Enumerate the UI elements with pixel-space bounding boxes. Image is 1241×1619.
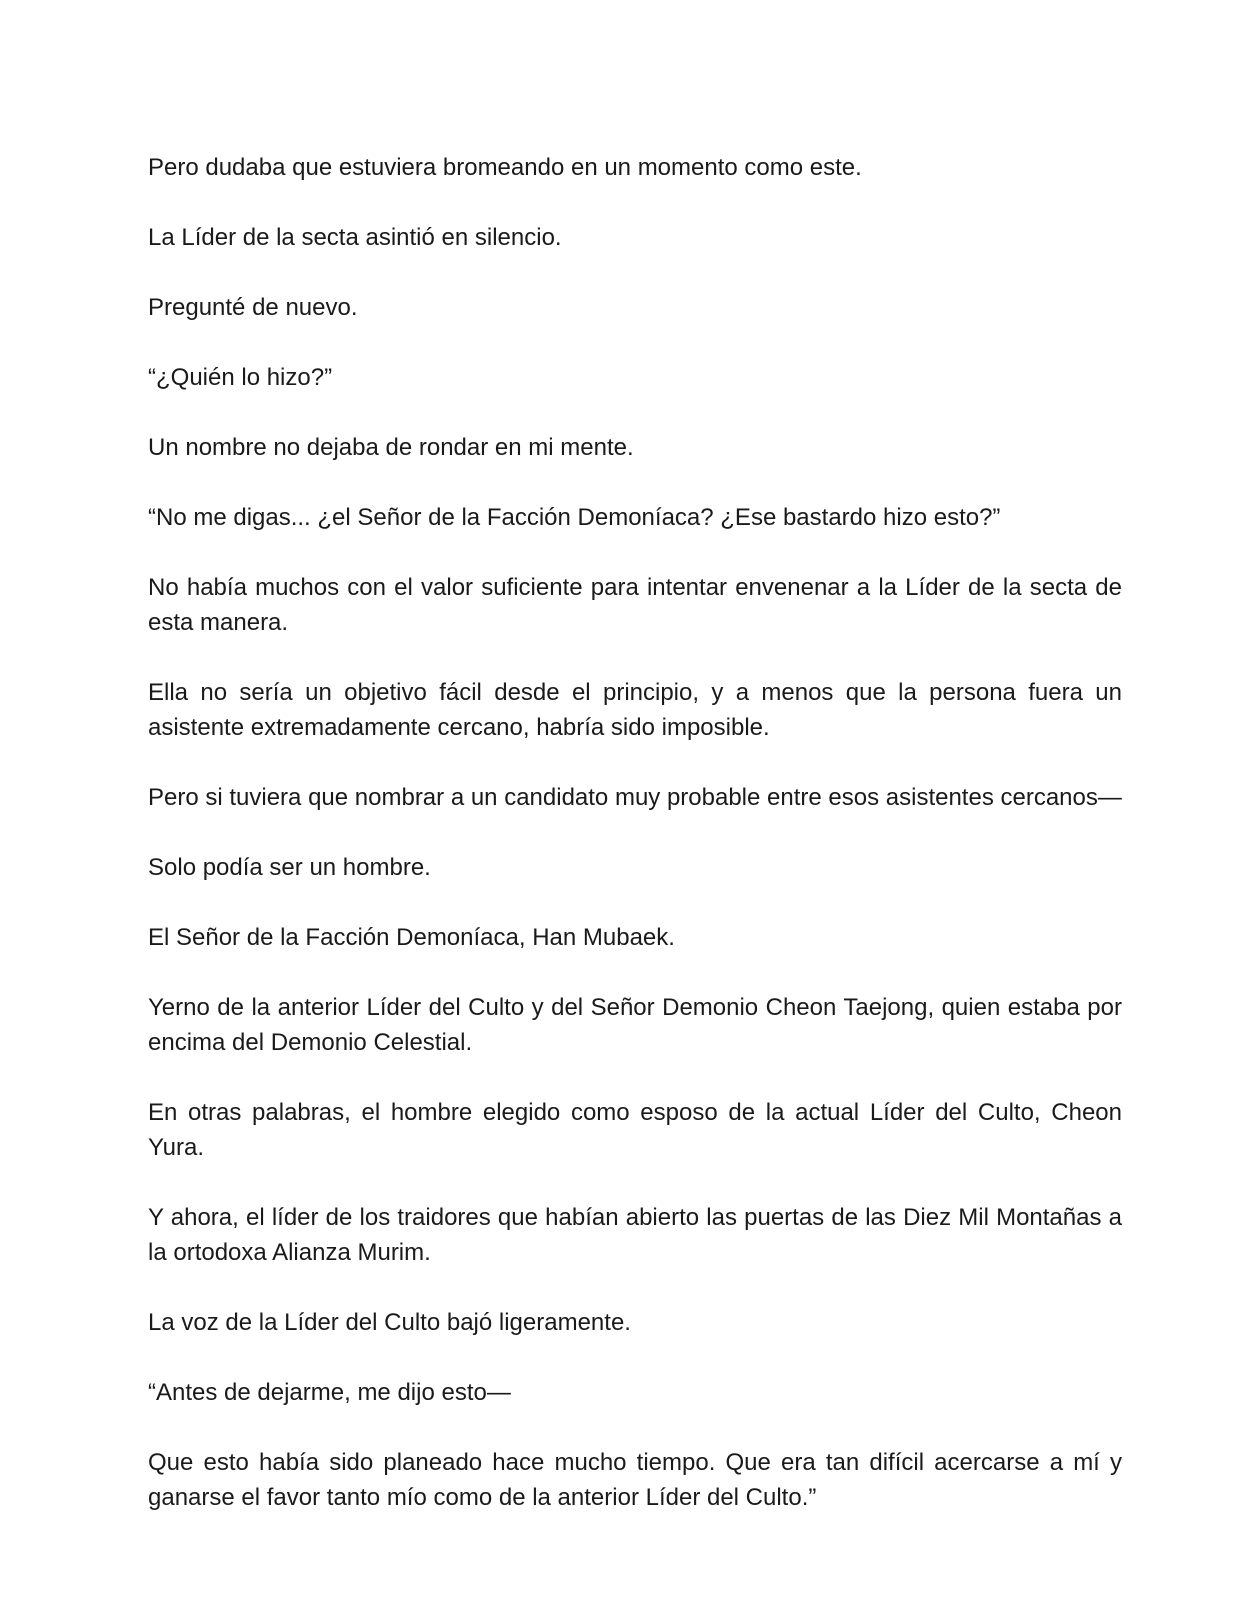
paragraph: “No me digas... ¿el Señor de la Facción Demoníaca? ¿Ese bastardo hizo esto?” <box>148 504 1001 531</box>
paragraph: El Señor de la Facción Demoníaca, Han Mubaek. <box>148 924 675 951</box>
paragraph: La Líder de la secta asintió en silencio. <box>148 224 562 251</box>
paragraph: “¿Quién lo hizo?” <box>148 364 333 391</box>
paragraph: Y ahora, el líder de los traidores que habían abierto las puertas de las Diez Mil Montañas a la ortodoxa Alianza Murim. <box>148 1204 1122 1266</box>
paragraph: La voz de la Líder del Culto bajó ligeramente. <box>148 1309 631 1336</box>
paragraph: No había muchos con el valor suficiente para intentar envenenar a la Líder de la secta de esta manera. <box>148 574 1122 636</box>
paragraph: “Antes de dejarme, me dijo esto— <box>148 1379 511 1406</box>
paragraph: Ella no sería un objetivo fácil desde el principio, y a menos que la persona fuera un asistente extremadamente cercano, habría sido imposible. <box>148 679 1122 741</box>
document-body <box>148 150 1122 1515</box>
paragraph: Pero si tuviera que nombrar a un candidato muy probable entre esos asistentes cercanos— <box>148 784 1122 811</box>
paragraph: Que esto había sido planeado hace mucho tiempo. Que era tan difícil acercarse a mí y ganarse el favor tanto mío como de la anterior Líder del Culto.” <box>148 1449 1122 1511</box>
paragraph: Pregunté de nuevo. <box>148 294 358 321</box>
paragraph: En otras palabras, el hombre elegido como esposo de la actual Líder del Culto, Cheon Yura. <box>148 1099 1122 1161</box>
paragraph: Un nombre no dejaba de rondar en mi mente. <box>148 434 634 461</box>
paragraph: Solo podía ser un hombre. <box>148 854 431 881</box>
paragraph: Pero dudaba que estuviera bromeando en un momento como este. <box>148 154 862 181</box>
paragraph: Yerno de la anterior Líder del Culto y del Señor Demonio Cheon Taejong, quien estaba por encima del Demonio Celestial. <box>148 994 1122 1056</box>
